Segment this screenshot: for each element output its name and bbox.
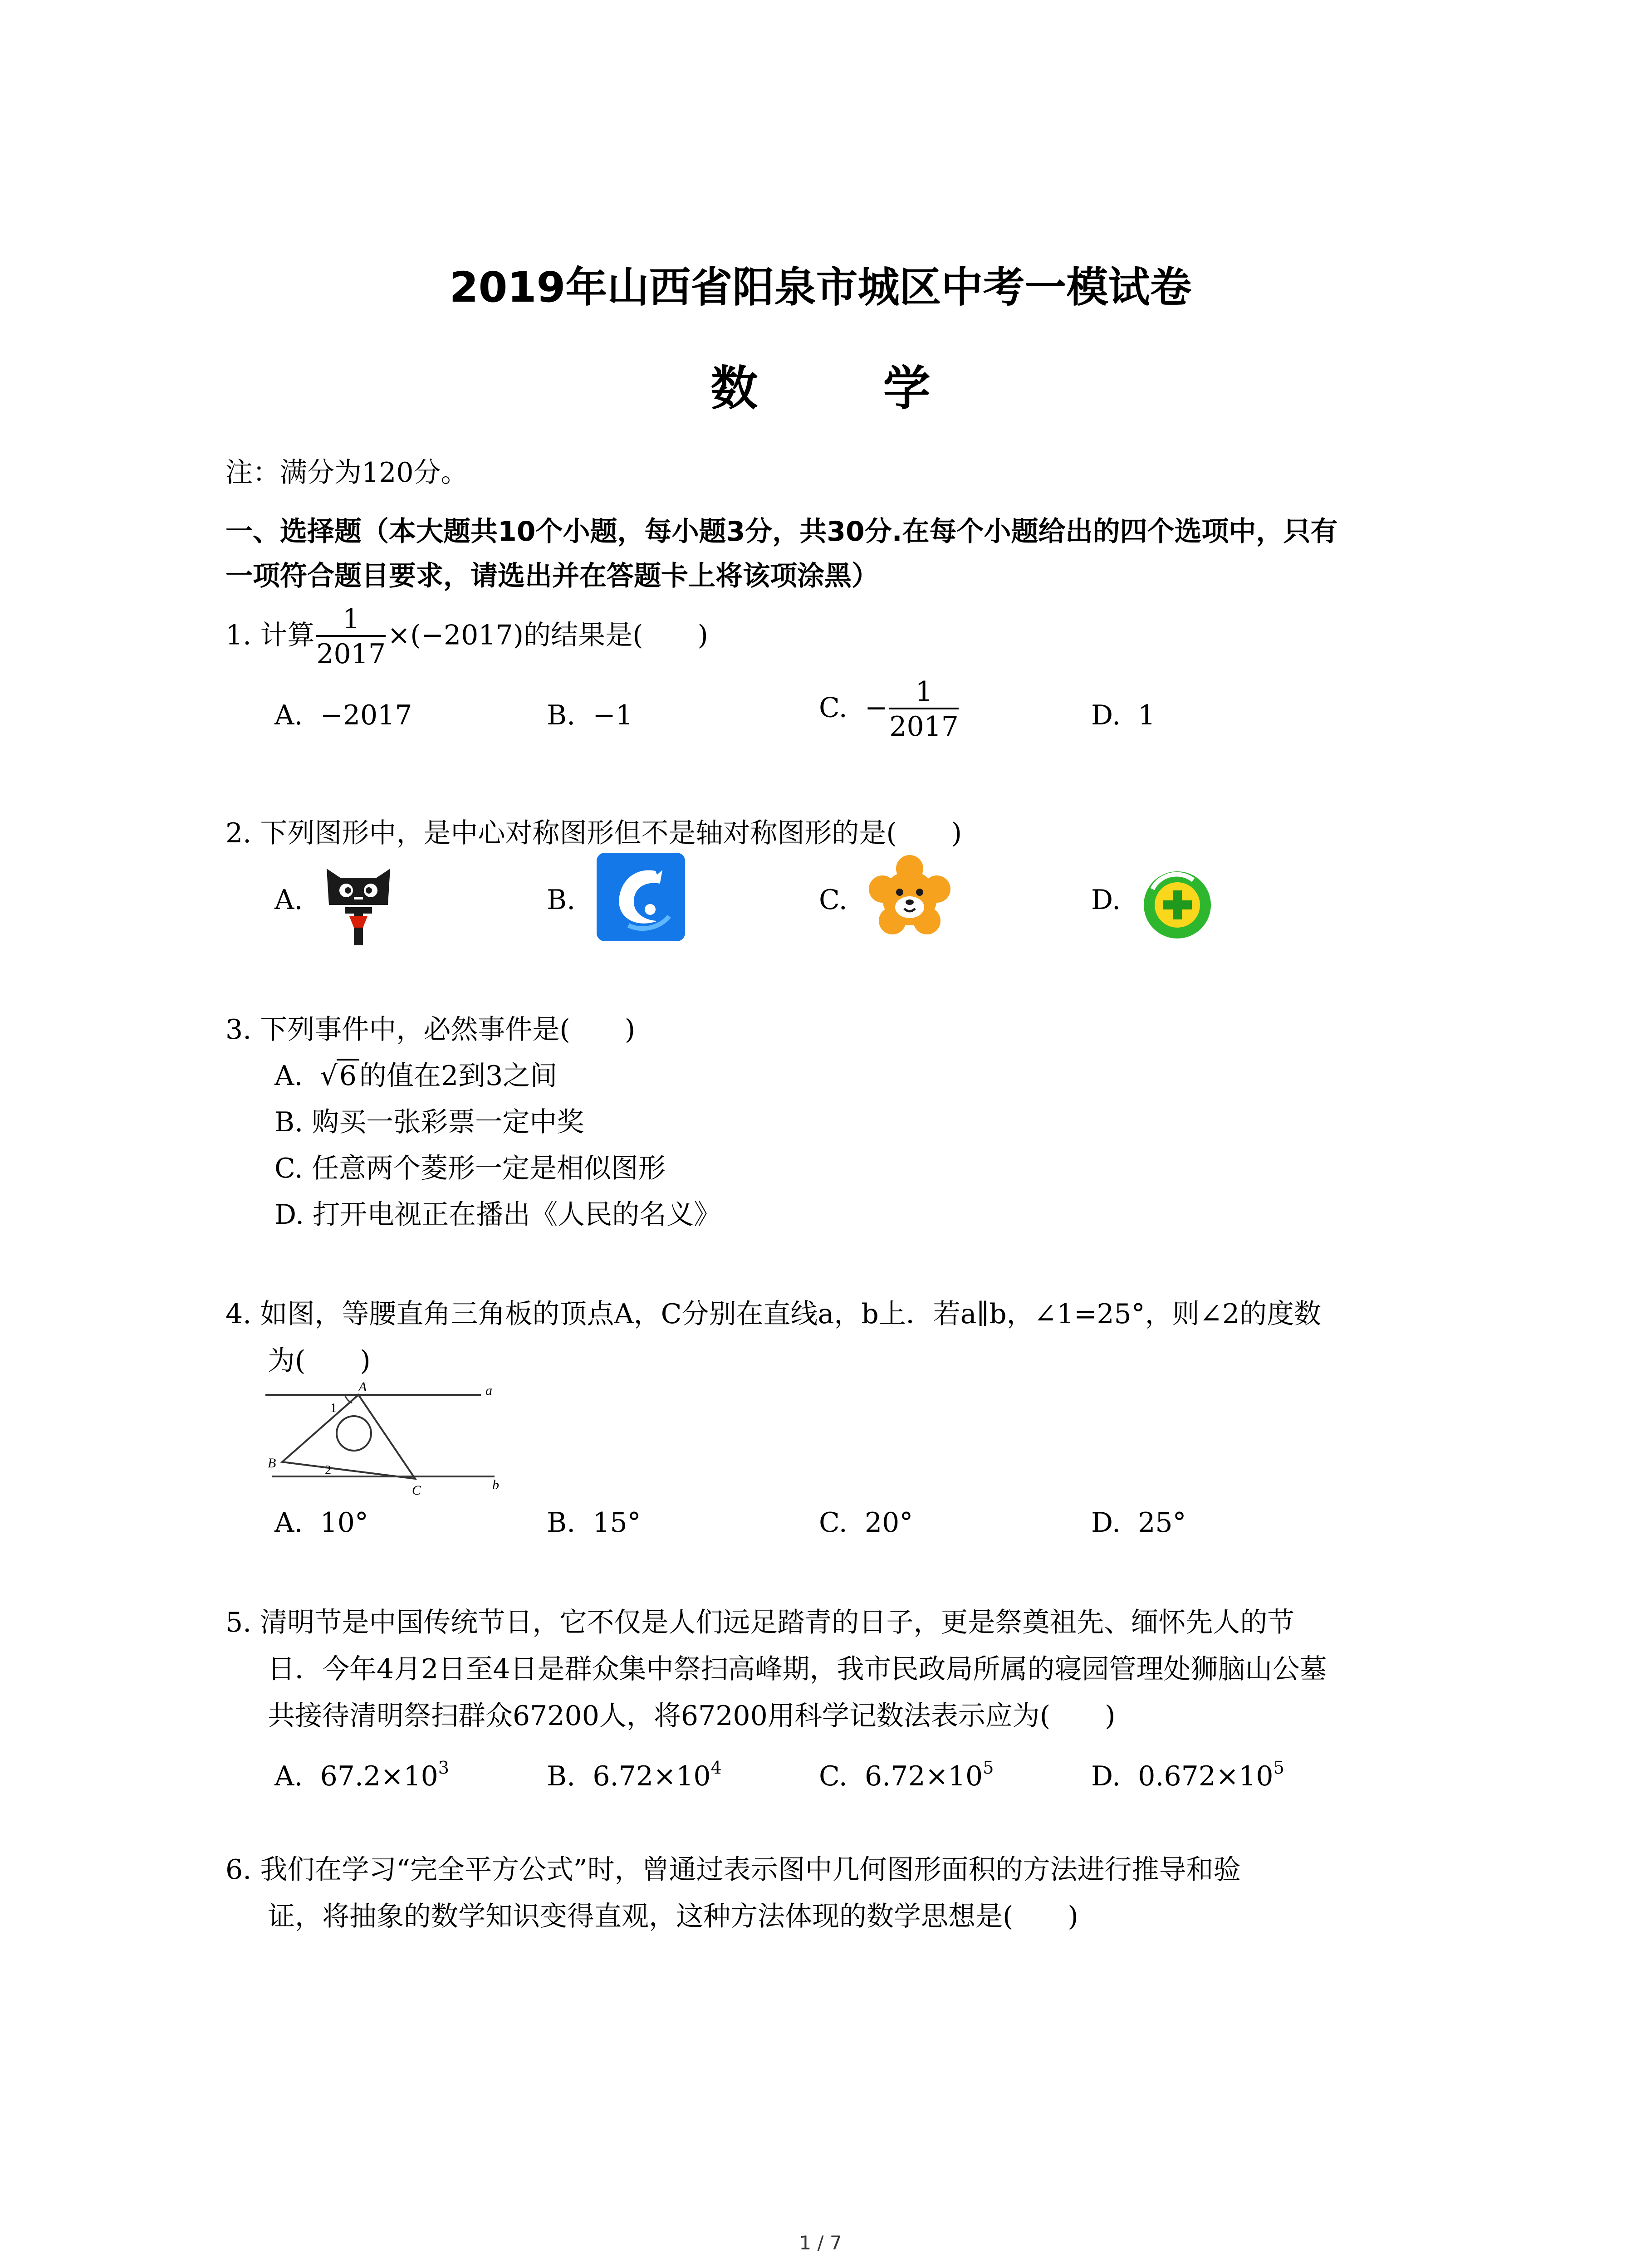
option-label: C.: [819, 1507, 847, 1539]
fraction-denominator: 2017: [889, 711, 959, 743]
q3-option-d: D. 打开电视正在播出《人民的名义》: [274, 1199, 721, 1231]
tmall-cat-icon: [324, 864, 392, 946]
option-text: 20°: [865, 1507, 913, 1539]
q1-option-c: [819, 676, 960, 744]
score-note: 注：满分为120分。: [225, 457, 468, 489]
q4-option-b: [547, 1499, 641, 1546]
section-heading-line1: 一、选择题（本大题共10个小题，每小题3分，共30分.在每个小题给出的四个选项中，只有: [225, 516, 1338, 547]
question-1-suffix: ×(−2017)的结果是( ): [387, 619, 708, 651]
option-label: A.: [274, 1507, 303, 1539]
question-5-line3: 共接待清明祭扫群众67200人，将67200用科学记数法表示应为( ): [268, 1700, 1116, 1732]
question-1-prefix: 1. 计算: [225, 619, 315, 651]
q4-option-c: [819, 1499, 913, 1546]
label-a: a: [485, 1383, 492, 1398]
option-base: 6.72×10: [593, 1760, 711, 1792]
q4-option-d: [1091, 1499, 1186, 1546]
q5-option-b: [547, 1744, 722, 1800]
triangle-hole: [337, 1416, 371, 1451]
option-text: 的值在2到3之间: [359, 1060, 558, 1092]
option-base: 0.672×10: [1138, 1760, 1274, 1792]
option-label: B.: [547, 699, 576, 731]
dolphin-app-icon: [597, 853, 685, 941]
page-number: 1 / 7: [799, 2232, 842, 2254]
green-plus-circle-icon: [1141, 869, 1214, 941]
fraction-numerator: 1: [316, 603, 386, 637]
q1-option-d: [1091, 692, 1155, 739]
question-5-line1: 5. 清明节是中国传统节日，它不仅是人们远足踏青的日子，更是祭奠祖先、缅怀先人的节: [225, 1607, 1295, 1638]
fraction-numerator: 1: [889, 676, 959, 709]
q1-option-a: [274, 692, 412, 739]
option-text: −1: [593, 699, 633, 731]
fraction: [889, 676, 959, 744]
sqrt-radicand: 6: [337, 1059, 359, 1091]
fraction-denominator: 2017: [316, 638, 386, 670]
option-label: D.: [1091, 699, 1121, 731]
question-1-stem: [225, 603, 708, 671]
q2-option-c-label: C.: [819, 884, 847, 916]
q5-option-d: [1091, 1744, 1284, 1800]
option-label: C.: [819, 1760, 847, 1792]
q3-option-b: B. 购买一张彩票一定中奖: [274, 1106, 584, 1138]
question-4-line1: 4. 如图，等腰直角三角板的顶点A，C分别在直线a，b上．若a∥b，∠1=25°，则∠2的度数: [225, 1298, 1322, 1330]
q1-option-b: [547, 692, 633, 739]
label-A: A: [358, 1381, 367, 1394]
q2-option-b-label: B.: [547, 884, 576, 916]
question-3-stem: 3. 下列事件中，必然事件是( ): [225, 1014, 636, 1046]
option-label: B.: [547, 1507, 576, 1539]
option-exponent: 4: [710, 1758, 722, 1778]
q3-option-c: C. 任意两个菱形一定是相似图形: [274, 1153, 666, 1184]
option-text: 1: [1138, 699, 1156, 731]
sqrt-sign: √: [320, 1060, 338, 1092]
question-2-stem: 2. 下列图形中，是中心对称图形但不是轴对称图形的是( ): [225, 817, 962, 849]
option-text: 10°: [320, 1507, 368, 1539]
option-base: 6.72×10: [865, 1760, 983, 1792]
label-B: B: [268, 1456, 276, 1471]
option-label: B.: [547, 1760, 576, 1792]
q2-option-a-label: A.: [274, 884, 303, 916]
q5-option-c: [819, 1744, 994, 1800]
option-text: 25°: [1138, 1507, 1186, 1539]
sunflower-face-icon: [869, 855, 950, 937]
q2-option-d-label: D.: [1091, 884, 1121, 916]
option-exponent: 3: [438, 1758, 449, 1778]
q4-option-a: [274, 1499, 368, 1546]
q3-option-a: [274, 1052, 557, 1100]
question-6-line1: 6. 我们在学习“完全平方公式”时，曾通过表示图中几何图形面积的方法进行推导和验: [225, 1854, 1241, 1886]
option-label: C.: [819, 692, 847, 724]
subject-title: 数 学: [710, 361, 985, 416]
question-5-line2: 日．今年4月2日至4日是群众集中祭扫高峰期，我市民政局所属的寝园管理处狮脑山公墓: [268, 1653, 1327, 1685]
option-label: A.: [274, 699, 303, 731]
option-label: A.: [274, 1760, 303, 1792]
option-label: D.: [1091, 1507, 1121, 1539]
triangle-figure: [263, 1381, 508, 1499]
label-b: b: [492, 1477, 499, 1492]
option-base: 67.2×10: [320, 1760, 438, 1792]
question-4-line2: 为( ): [268, 1345, 371, 1377]
option-text: 15°: [593, 1507, 641, 1539]
exam-title: 2019年山西省阳泉市城区中考一模试卷: [449, 263, 1192, 312]
option-label: A.: [274, 1060, 303, 1092]
section-heading-line2: 一项符合题目要求，请选出并在答题卡上将该项涂黑）: [225, 560, 879, 592]
option-sign: −: [865, 692, 888, 724]
label-angle-2: 2: [325, 1463, 331, 1477]
q5-option-a: [274, 1744, 449, 1800]
label-angle-1: 1: [330, 1401, 337, 1415]
option-text: −2017: [320, 699, 412, 731]
option-exponent: 5: [1273, 1758, 1284, 1778]
option-exponent: 5: [983, 1758, 994, 1778]
triangle: [282, 1395, 415, 1479]
option-label: D.: [1091, 1760, 1121, 1792]
fraction: [316, 603, 386, 671]
question-6-line2: 证，将抽象的数学知识变得直观，这种方法体现的数学思想是( ): [268, 1901, 1078, 1932]
label-C: C: [412, 1483, 421, 1498]
